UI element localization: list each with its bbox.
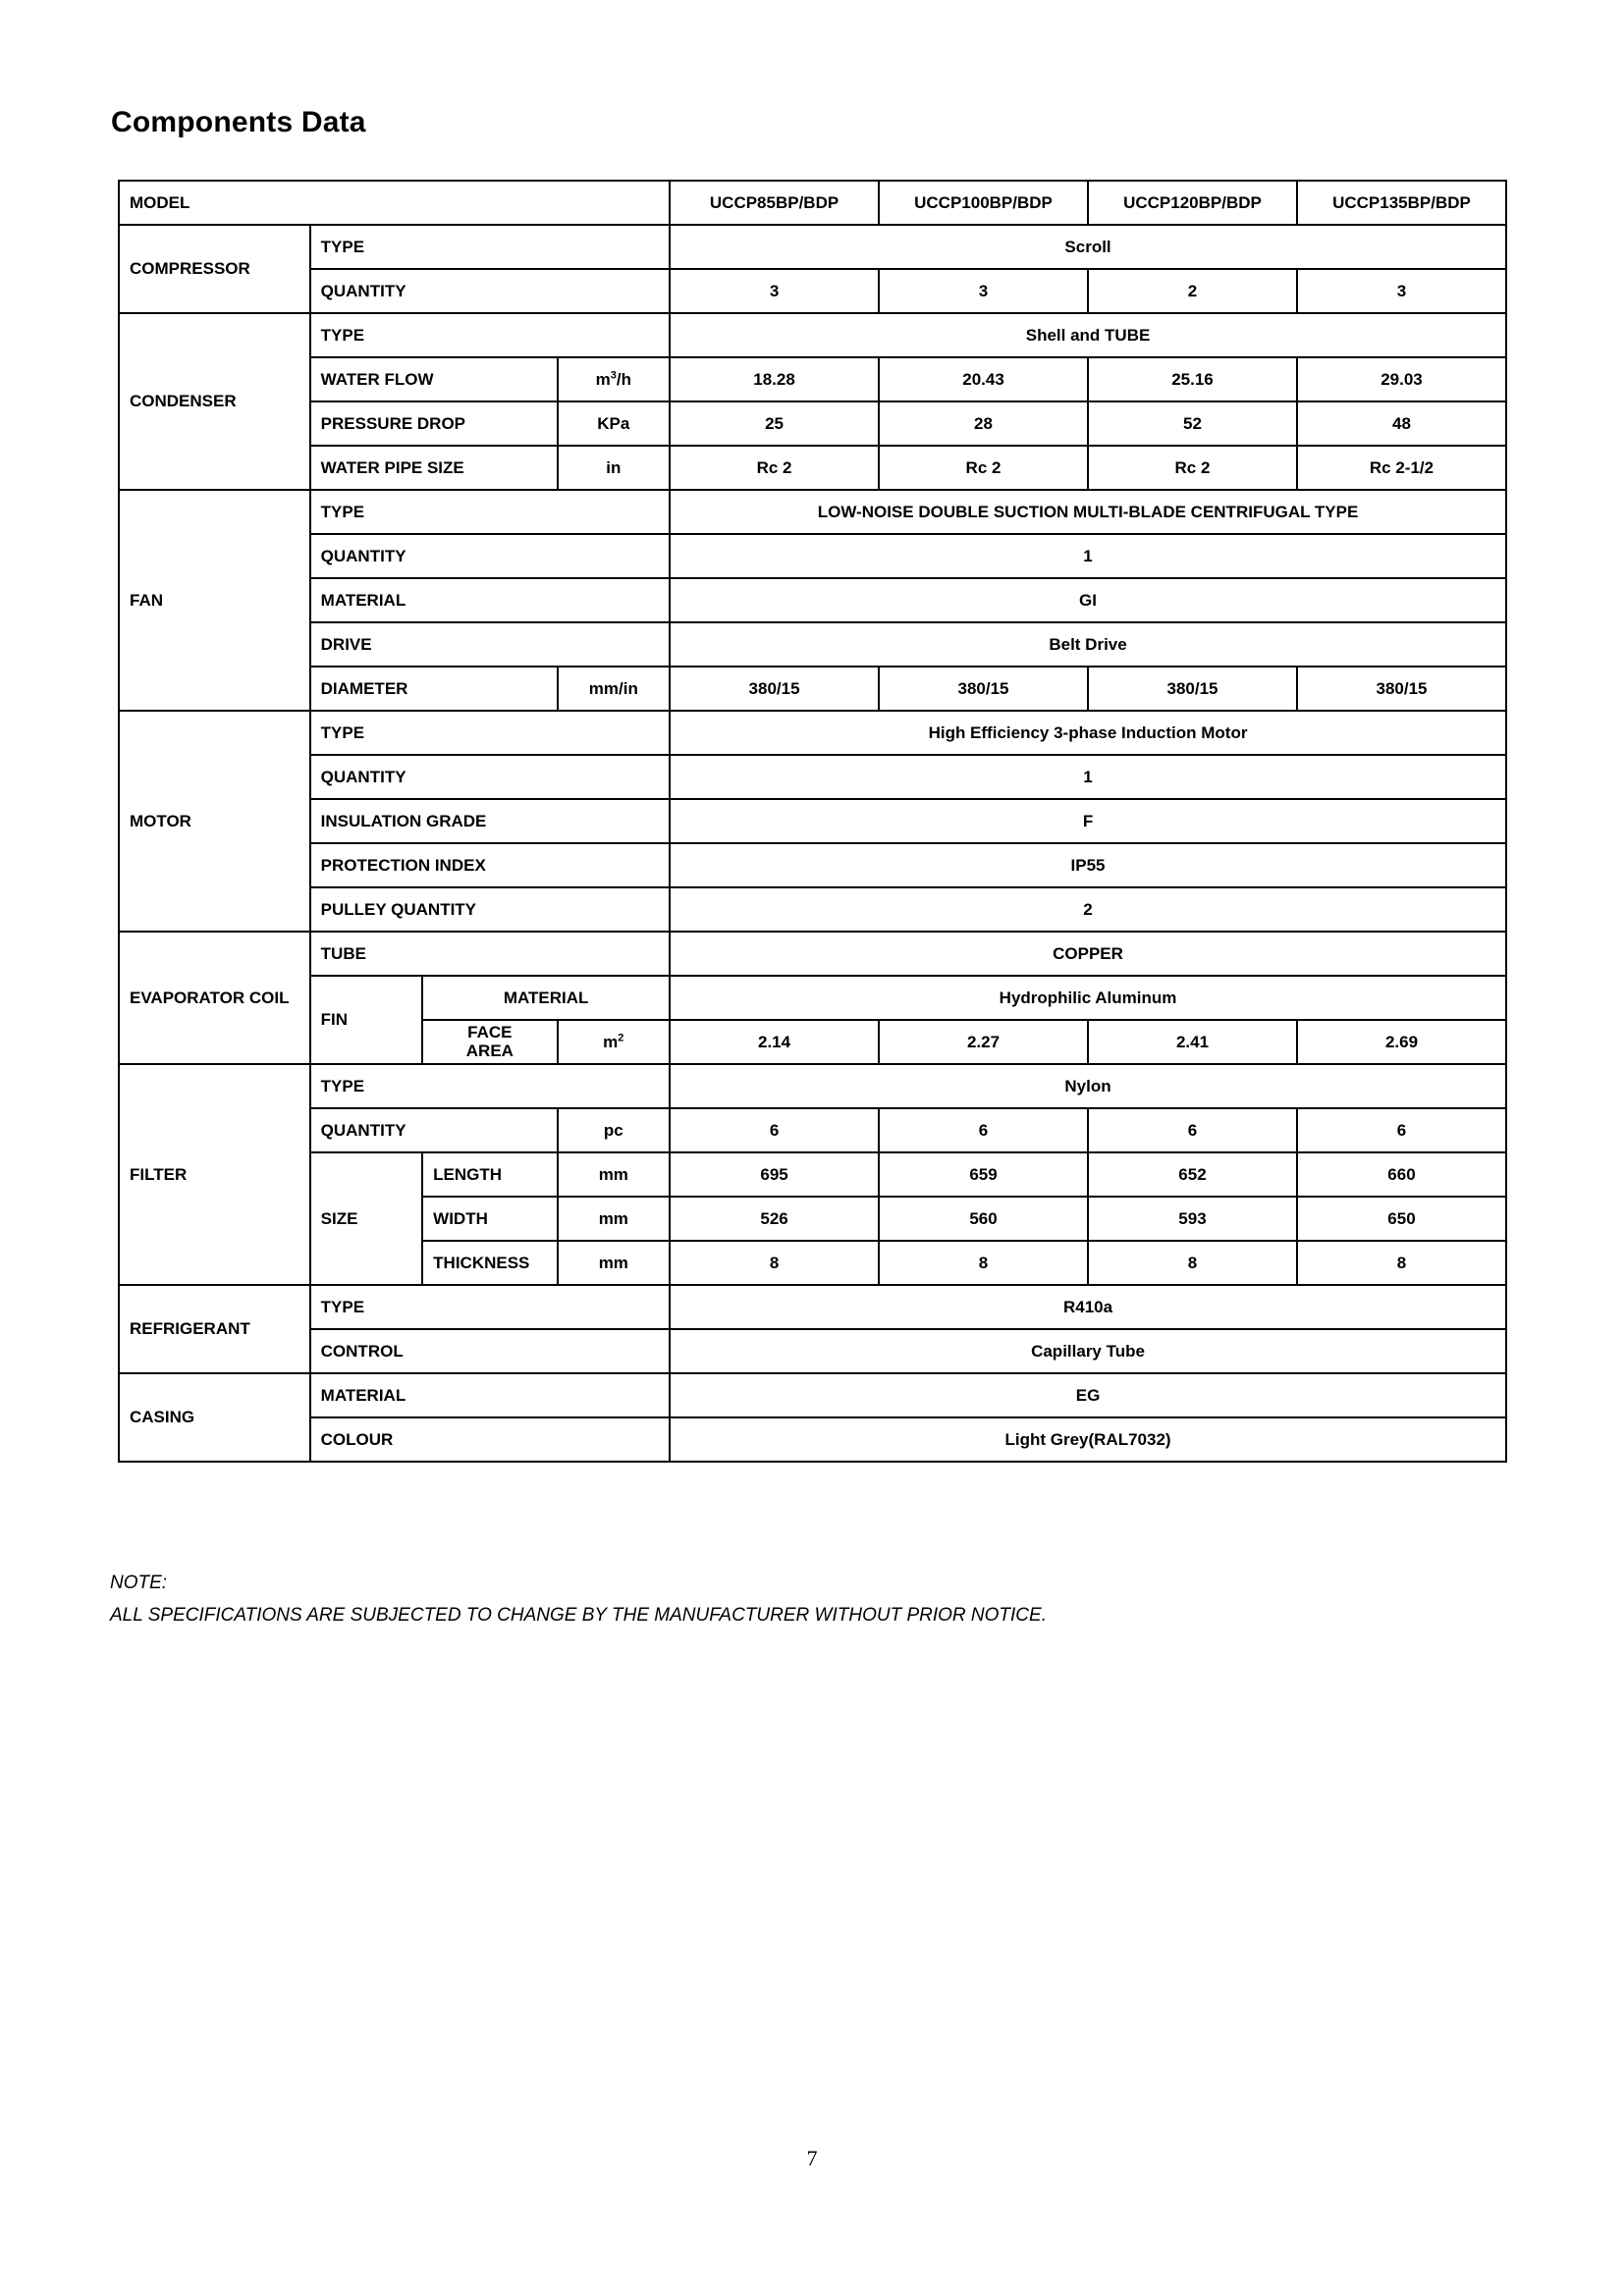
value-condenser-pressure-drop-3: 52 <box>1088 401 1297 446</box>
value-filter-width-1: 526 <box>670 1197 879 1241</box>
value-evaporator-face-area-4: 2.69 <box>1297 1020 1506 1064</box>
group-label-fan: FAN <box>119 490 310 711</box>
page-number: 7 <box>806 2146 818 2170</box>
value-filter-length-3: 652 <box>1088 1152 1297 1197</box>
row-label-refrigerant-control: CONTROL <box>310 1329 670 1373</box>
value-motor-insulation-grade: F <box>670 799 1506 843</box>
value-filter-width-2: 560 <box>879 1197 1088 1241</box>
table-row-motor-protection-index <box>119 843 1506 887</box>
value-filter-thickness-3: 8 <box>1088 1241 1297 1285</box>
value-filter-width-3: 593 <box>1088 1197 1297 1241</box>
value-motor-quantity: 1 <box>670 755 1506 799</box>
row-label-motor-pulley-quantity: PULLEY QUANTITY <box>310 887 670 932</box>
value-refrigerant-type: R410a <box>670 1285 1506 1329</box>
unit-condenser-pressure-drop: KPa <box>558 401 671 446</box>
value-evaporator-face-area-2: 2.27 <box>879 1020 1088 1064</box>
value-condenser-type: Shell and TUBE <box>670 313 1506 357</box>
row-label-evaporator-fin-material: MATERIAL <box>422 976 670 1020</box>
value-evaporator-fin-material: Hydrophilic Aluminum <box>670 976 1506 1020</box>
row-label-compressor-type: TYPE <box>310 225 670 269</box>
value-compressor-quantity-3: 2 <box>1088 269 1297 313</box>
table-row-evaporator-fin-material <box>119 976 1506 1020</box>
value-condenser-water-pipe-size-1: Rc 2 <box>670 446 879 490</box>
group-label-evaporator-coil: EVAPORATOR COIL <box>119 932 310 1064</box>
table-row-condenser-type <box>119 313 1506 357</box>
row-label-fan-type: TYPE <box>310 490 670 534</box>
value-fan-diameter-4: 380/15 <box>1297 667 1506 711</box>
value-evaporator-face-area-3: 2.41 <box>1088 1020 1297 1064</box>
value-compressor-quantity-2: 3 <box>879 269 1088 313</box>
page-title: Components Data <box>111 106 366 138</box>
value-evaporator-face-area-1: 2.14 <box>670 1020 879 1064</box>
row-label-casing-material: MATERIAL <box>310 1373 670 1417</box>
value-condenser-pressure-drop-1: 25 <box>670 401 879 446</box>
table-row-compressor-quantity <box>119 269 1506 313</box>
unit-filter-width: mm <box>558 1197 671 1241</box>
row-label-condenser-type: TYPE <box>310 313 670 357</box>
value-fan-quantity: 1 <box>670 534 1506 578</box>
model-column-header-1: UCCP85BP/BDP <box>670 181 879 225</box>
value-filter-quantity-1: 6 <box>670 1108 879 1152</box>
value-motor-type: High Efficiency 3-phase Induction Motor <box>670 711 1506 755</box>
value-evaporator-tube: COPPER <box>670 932 1506 976</box>
row-label-filter-type: TYPE <box>310 1064 670 1108</box>
unit-condenser-water-pipe-size: in <box>558 446 671 490</box>
note-block <box>110 1567 1047 1632</box>
group-label-compressor: COMPRESSOR <box>119 225 310 313</box>
value-motor-protection-index: IP55 <box>670 843 1506 887</box>
value-condenser-water-pipe-size-4: Rc 2-1/2 <box>1297 446 1506 490</box>
row-label-motor-type: TYPE <box>310 711 670 755</box>
value-filter-length-1: 695 <box>670 1152 879 1197</box>
value-condenser-water-flow-3: 25.16 <box>1088 357 1297 401</box>
value-filter-length-4: 660 <box>1297 1152 1506 1197</box>
value-compressor-type: Scroll <box>670 225 1506 269</box>
row-label-motor-insulation-grade: INSULATION GRADE <box>310 799 670 843</box>
model-row-label: MODEL <box>119 181 670 225</box>
row-label-condenser-water-flow: WATER FLOW <box>310 357 558 401</box>
unit-condenser-water-flow: $m^3/h$ <box>558 357 671 401</box>
value-condenser-water-pipe-size-2: Rc 2 <box>879 446 1088 490</box>
value-filter-type: Nylon <box>670 1064 1506 1108</box>
table-row-filter-quantity <box>119 1108 1506 1152</box>
unit-filter-quantity: pc <box>558 1108 671 1152</box>
row-label-fan-material: MATERIAL <box>310 578 670 622</box>
group-label-filter: FILTER <box>119 1064 310 1285</box>
unit-evaporator-face-area: $m^2$ <box>558 1020 671 1064</box>
table-row-fan-drive <box>119 622 1506 667</box>
value-refrigerant-control: Capillary Tube <box>670 1329 1506 1373</box>
value-condenser-pressure-drop-2: 28 <box>879 401 1088 446</box>
value-fan-diameter-2: 380/15 <box>879 667 1088 711</box>
value-filter-quantity-4: 6 <box>1297 1108 1506 1152</box>
row-label-filter-length: LENGTH <box>422 1152 557 1197</box>
value-fan-diameter-3: 380/15 <box>1088 667 1297 711</box>
row-label-condenser-pressure-drop: PRESSURE DROP <box>310 401 558 446</box>
note-heading: NOTE: <box>110 1573 168 1593</box>
row-label-fan-drive: DRIVE <box>310 622 670 667</box>
value-condenser-water-flow-1: 18.28 <box>670 357 879 401</box>
value-fan-material: GI <box>670 578 1506 622</box>
unit-fan-diameter: mm/in <box>558 667 671 711</box>
value-casing-colour: Light Grey(RAL7032) <box>670 1417 1506 1462</box>
value-filter-thickness-2: 8 <box>879 1241 1088 1285</box>
table-row-motor-insulation-grade <box>119 799 1506 843</box>
model-column-header-3: UCCP120BP/BDP <box>1088 181 1297 225</box>
value-motor-pulley-quantity: 2 <box>670 887 1506 932</box>
value-condenser-water-pipe-size-3: Rc 2 <box>1088 446 1297 490</box>
value-filter-quantity-3: 6 <box>1088 1108 1297 1152</box>
table-row-casing-material <box>119 1373 1506 1417</box>
row-label-refrigerant-type: TYPE <box>310 1285 670 1329</box>
row-label-filter-quantity: QUANTITY <box>310 1108 558 1152</box>
group-label-condenser: CONDENSER <box>119 313 310 490</box>
value-fan-drive: Belt Drive <box>670 622 1506 667</box>
value-casing-material: EG <box>670 1373 1506 1417</box>
value-fan-diameter-1: 380/15 <box>670 667 879 711</box>
table-row-casing-colour <box>119 1417 1506 1462</box>
table-row-refrigerant-control <box>119 1329 1506 1373</box>
row-label-evaporator-tube: TUBE <box>310 932 670 976</box>
row-label-filter-size: SIZE <box>310 1152 423 1285</box>
row-label-filter-width: WIDTH <box>422 1197 557 1241</box>
row-label-evaporator-face-area: FACE AREA <box>422 1020 557 1064</box>
table-row-model-header <box>119 181 1506 225</box>
note-text: ALL SPECIFICATIONS ARE SUBJECTED TO CHANGE BY THE MANUFACTURER WITHOUT PRIOR NOTICE. <box>110 1605 1047 1627</box>
group-label-motor: MOTOR <box>119 711 310 932</box>
table-row-fan-quantity <box>119 534 1506 578</box>
row-label-fan-quantity: QUANTITY <box>310 534 670 578</box>
row-label-casing-colour: COLOUR <box>310 1417 670 1462</box>
row-label-compressor-quantity: QUANTITY <box>310 269 670 313</box>
value-filter-quantity-2: 6 <box>879 1108 1088 1152</box>
row-label-evaporator-fin: FIN <box>310 976 423 1064</box>
value-condenser-water-flow-2: 20.43 <box>879 357 1088 401</box>
value-filter-width-4: 650 <box>1297 1197 1506 1241</box>
table-row-compressor-type <box>119 225 1506 269</box>
table-row-filter-type <box>119 1064 1506 1108</box>
table-row-motor-pulley-quantity <box>119 887 1506 932</box>
unit-filter-thickness: mm <box>558 1241 671 1285</box>
value-fan-type: LOW-NOISE DOUBLE SUCTION MULTI-BLADE CENTRIFUGAL TYPE <box>670 490 1506 534</box>
model-column-header-2: UCCP100BP/BDP <box>879 181 1088 225</box>
table-row-motor-quantity <box>119 755 1506 799</box>
value-filter-thickness-4: 8 <box>1297 1241 1506 1285</box>
table-row-refrigerant-type <box>119 1285 1506 1329</box>
value-condenser-pressure-drop-4: 48 <box>1297 401 1506 446</box>
table-row-fan-diameter <box>119 667 1506 711</box>
table-row-evaporator-tube <box>119 932 1506 976</box>
value-compressor-quantity-1: 3 <box>670 269 879 313</box>
model-column-header-4: UCCP135BP/BDP <box>1297 181 1506 225</box>
row-label-motor-quantity: QUANTITY <box>310 755 670 799</box>
value-filter-length-2: 659 <box>879 1152 1088 1197</box>
value-compressor-quantity-4: 3 <box>1297 269 1506 313</box>
row-label-condenser-water-pipe-size: WATER PIPE SIZE <box>310 446 558 490</box>
table-row-condenser-water-flow <box>119 357 1506 401</box>
table-row-condenser-pressure-drop <box>119 401 1506 446</box>
components-data-table <box>118 180 1507 1463</box>
table-row-fan-type <box>119 490 1506 534</box>
group-label-casing: CASING <box>119 1373 310 1462</box>
value-condenser-water-flow-4: 29.03 <box>1297 357 1506 401</box>
unit-filter-length: mm <box>558 1152 671 1197</box>
table-row-fan-material <box>119 578 1506 622</box>
value-filter-thickness-1: 8 <box>670 1241 879 1285</box>
row-label-motor-protection-index: PROTECTION INDEX <box>310 843 670 887</box>
table-row-filter-length <box>119 1152 1506 1197</box>
table-row-condenser-water-pipe-size <box>119 446 1506 490</box>
group-label-refrigerant: REFRIGERANT <box>119 1285 310 1373</box>
table-row-motor-type <box>119 711 1506 755</box>
row-label-fan-diameter: DIAMETER <box>310 667 558 711</box>
row-label-filter-thickness: THICKNESS <box>422 1241 557 1285</box>
